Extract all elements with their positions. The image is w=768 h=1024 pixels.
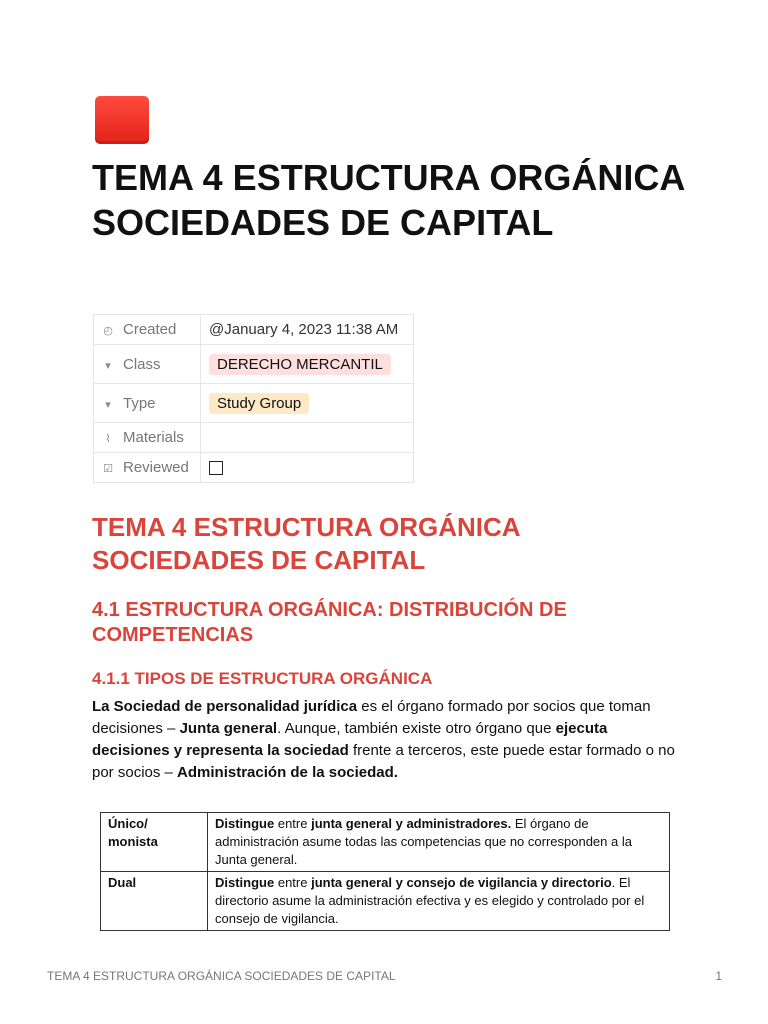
section-heading-2: 4.1 ESTRUCTURA ORGÁNICA: DISTRIBUCIÓN DE COMPETENCIAS bbox=[92, 599, 567, 646]
bold-text: Distingue bbox=[215, 816, 275, 831]
footer-title: TEMA 4 ESTRUCTURA ORGÁNICA SOCIEDADES DE CAPITAL bbox=[47, 969, 396, 983]
property-label: Materials bbox=[123, 429, 184, 446]
page-number: 1 bbox=[715, 969, 722, 983]
structure-type-cell: Dual bbox=[101, 872, 208, 931]
property-row-created bbox=[94, 315, 414, 345]
bold-text: ejecuta decisiones y representa la sociedad bbox=[92, 720, 608, 759]
reviewed-checkbox[interactable] bbox=[209, 461, 223, 475]
property-row-class bbox=[94, 345, 414, 384]
paperclip-icon: ⌇ bbox=[105, 433, 111, 445]
property-row-reviewed bbox=[94, 453, 414, 483]
structure-types-table bbox=[100, 812, 670, 931]
text: es el órgano formado por socios que toman decisiones – bbox=[92, 698, 651, 737]
property-label: Created bbox=[123, 321, 177, 338]
table-row bbox=[101, 872, 670, 931]
materials-value[interactable] bbox=[201, 423, 414, 453]
property-label: Reviewed bbox=[123, 459, 189, 476]
bold-text: Administración de la sociedad. bbox=[177, 764, 398, 781]
bold-text: Junta general bbox=[179, 720, 278, 737]
select-icon: ▾ bbox=[105, 398, 111, 411]
type-tag[interactable]: Study Group bbox=[209, 393, 309, 414]
bold-text: junta general y consejo de vigilancia y directorio bbox=[311, 875, 612, 890]
text: entre bbox=[274, 816, 312, 831]
created-value[interactable]: @January 4, 2023 11:38 AM bbox=[201, 315, 414, 345]
structure-description-cell bbox=[208, 872, 670, 931]
text: El órgano de administración asume todas las competencias que no corresponden a la Junta general. bbox=[215, 816, 632, 867]
bold-text: Distingue bbox=[215, 875, 275, 890]
bold-text: La Sociedad de personalidad jurídica bbox=[92, 698, 358, 715]
class-tag[interactable]: DERECHO MERCANTIL bbox=[209, 354, 391, 375]
structure-description-cell bbox=[208, 813, 670, 872]
bold-text: junta general y administradores. bbox=[311, 816, 512, 831]
select-icon: ▾ bbox=[105, 359, 111, 372]
properties-table bbox=[93, 314, 414, 483]
text: entre bbox=[274, 875, 312, 890]
property-label: Class bbox=[123, 355, 161, 373]
property-row-type bbox=[94, 384, 414, 423]
structure-type-cell: Único/ monista bbox=[101, 813, 208, 872]
table-row bbox=[101, 813, 670, 872]
page-title: TEMA 4 ESTRUCTURA ORGÁNICA SOCIEDADES DE CAPITAL bbox=[92, 157, 684, 243]
clock-icon: ◴ bbox=[103, 325, 113, 337]
body-paragraph bbox=[92, 696, 682, 784]
red-square-icon bbox=[95, 96, 149, 144]
text: . El directorio asume la administración efectiva y es elegido y controlado por el consejo de vigilancia. bbox=[215, 875, 645, 926]
section-heading-3: 4.1.1 TIPOS DE ESTRUCTURA ORGÁNICA bbox=[92, 669, 433, 688]
section-heading-1: TEMA 4 ESTRUCTURA ORGÁNICA SOCIEDADES DE CAPITAL bbox=[92, 512, 520, 575]
text: . Aunque, también existe otro órgano que bbox=[277, 720, 556, 737]
checkbox-icon: ☑ bbox=[103, 463, 113, 475]
property-label: Type bbox=[123, 394, 156, 412]
property-row-materials bbox=[94, 423, 414, 453]
text: frente a terceros, este puede estar formado o no por socios – bbox=[92, 742, 675, 781]
